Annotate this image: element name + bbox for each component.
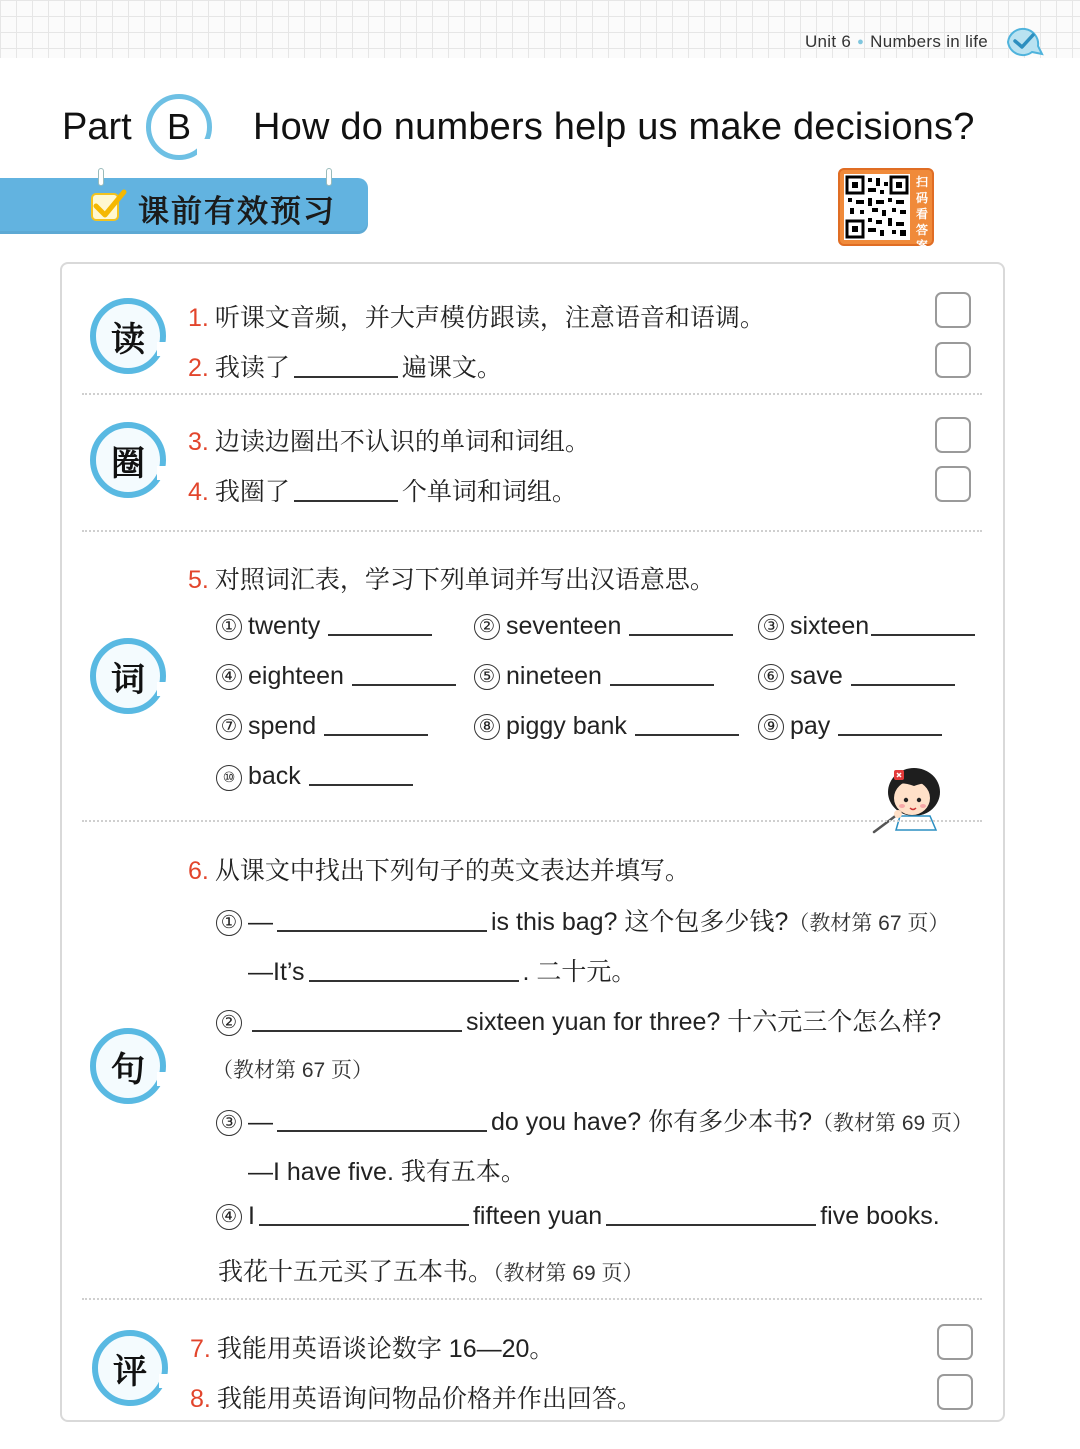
vocab-number: ⑤ bbox=[474, 664, 500, 690]
sentences-badge bbox=[90, 1028, 166, 1104]
sentence-number: ② bbox=[216, 1010, 242, 1036]
read-badge-label: 读 bbox=[111, 320, 145, 359]
sentence-text: is this bag? 这个包多少钱? bbox=[491, 908, 789, 936]
vocab-blank[interactable] bbox=[610, 684, 714, 686]
checkmark-badge-icon bbox=[1004, 24, 1044, 58]
banner-title: 课前有效预习 bbox=[138, 194, 336, 229]
vocab-word: seventeen bbox=[506, 612, 622, 640]
vocab-blank[interactable] bbox=[309, 784, 413, 786]
sentence-1 bbox=[216, 902, 949, 938]
vocab-item bbox=[216, 612, 436, 641]
vocab-item bbox=[216, 712, 432, 741]
check-icon bbox=[88, 186, 128, 226]
part-letter-badge bbox=[146, 94, 212, 160]
words-badge-label: 词 bbox=[111, 660, 145, 699]
qr-code-icon bbox=[844, 174, 910, 240]
vocab-item bbox=[474, 612, 737, 641]
task-number: 2. bbox=[188, 354, 209, 382]
vocab-word: nineteen bbox=[506, 662, 602, 690]
task-number: 7. bbox=[190, 1335, 211, 1363]
section-divider bbox=[82, 820, 982, 822]
circle-badge bbox=[90, 422, 166, 498]
vocab-item bbox=[216, 762, 417, 791]
reply-text: —It’s bbox=[248, 958, 305, 986]
sentence-number: ① bbox=[216, 910, 242, 936]
sentence-text: fifteen yuan bbox=[472, 1202, 603, 1230]
words-badge bbox=[90, 638, 166, 714]
textbook-reference: （教材第 67 页） bbox=[788, 912, 950, 935]
vocab-word: eighteen bbox=[248, 662, 344, 690]
sentences-badge-label: 句 bbox=[111, 1050, 145, 1089]
vocab-word: piggy bank bbox=[506, 712, 627, 740]
task-2-checkbox[interactable] bbox=[935, 342, 971, 378]
task-3-checkbox[interactable] bbox=[935, 417, 971, 453]
vocab-blank[interactable] bbox=[324, 734, 428, 736]
vocab-item bbox=[758, 612, 979, 641]
vocab-word: twenty bbox=[248, 612, 321, 640]
read-badge bbox=[90, 298, 166, 374]
sentence-blank[interactable] bbox=[309, 980, 519, 982]
textbook-reference: （教材第 69 页） bbox=[493, 1262, 644, 1285]
times-read-blank[interactable] bbox=[294, 376, 398, 378]
banner-pin bbox=[98, 168, 104, 186]
task-2 bbox=[188, 348, 502, 384]
vocab-number: ⑥ bbox=[758, 664, 784, 690]
task-3 bbox=[188, 422, 590, 458]
task-text-after: 个单词和词组。 bbox=[401, 478, 577, 506]
vocab-blank[interactable] bbox=[871, 634, 975, 636]
header-dot: ● bbox=[857, 36, 865, 48]
textbook-reference: （教材第 67 页） bbox=[212, 1059, 374, 1082]
task-number: 4. bbox=[188, 478, 209, 506]
vocab-blank[interactable] bbox=[629, 634, 733, 636]
translation-text: 我花十五元买了五本书。 bbox=[218, 1258, 494, 1286]
dialogue-dash: — bbox=[248, 1108, 273, 1136]
task-text: 从课文中找出下列句子的英文表达并填写。 bbox=[214, 857, 690, 885]
vocab-item bbox=[216, 662, 460, 691]
girl-mascot-icon bbox=[870, 762, 946, 834]
vocab-number: ② bbox=[474, 614, 500, 640]
task-8-checkbox[interactable] bbox=[937, 1374, 973, 1410]
task-text: 边读边圈出不认识的单词和词组。 bbox=[214, 428, 590, 456]
task-text: 听课文音频，并大声模仿跟读，注意语音和语调。 bbox=[214, 304, 765, 332]
sentence-3-reply: —I have five. 我有五本。 bbox=[248, 1158, 526, 1186]
task-number: 8. bbox=[190, 1385, 211, 1413]
reply-text: . 二十元。 bbox=[522, 958, 637, 986]
task-8 bbox=[190, 1379, 642, 1415]
sentence-blank[interactable] bbox=[259, 1224, 469, 1226]
vocab-word: back bbox=[248, 762, 301, 790]
page-title: How do numbers help us make decisions? bbox=[253, 106, 975, 148]
vocab-word: pay bbox=[790, 712, 831, 740]
sentence-number: ④ bbox=[216, 1204, 242, 1230]
task-text: 我能用英语谈论数字 16—20。 bbox=[216, 1335, 555, 1363]
unit-header bbox=[805, 32, 988, 52]
vocab-blank[interactable] bbox=[635, 734, 739, 736]
vocab-item bbox=[758, 662, 959, 691]
vocab-blank[interactable] bbox=[851, 684, 955, 686]
sentence-1-reply bbox=[248, 952, 636, 988]
vocab-item bbox=[474, 662, 718, 691]
unit-label: Unit 6 bbox=[804, 32, 852, 51]
evaluate-badge bbox=[92, 1330, 168, 1406]
task-6 bbox=[188, 851, 690, 887]
sentence-4 bbox=[216, 1202, 940, 1231]
vocab-word: save bbox=[790, 662, 843, 690]
task-4 bbox=[188, 472, 577, 508]
vocab-item bbox=[474, 712, 743, 741]
sentence-blank[interactable] bbox=[277, 930, 487, 932]
task-text-before: 我读了 bbox=[214, 354, 290, 382]
sentence-text: five books. bbox=[820, 1202, 940, 1230]
qr-code-panel[interactable] bbox=[838, 168, 934, 253]
vocab-blank[interactable] bbox=[328, 634, 432, 636]
part-label: Part bbox=[62, 106, 132, 148]
task-text-before: 我圈了 bbox=[214, 478, 290, 506]
sentence-blank[interactable] bbox=[252, 1030, 462, 1032]
task-number: 6. bbox=[188, 857, 209, 885]
textbook-reference: （教材第 69 页） bbox=[811, 1112, 974, 1135]
sentence-text: do you have? 你有多少本书? bbox=[491, 1108, 812, 1136]
vocab-word: sixteen bbox=[790, 612, 870, 640]
task-4-checkbox[interactable] bbox=[935, 466, 971, 502]
vocab-number: ④ bbox=[216, 664, 242, 690]
words-circled-blank[interactable] bbox=[294, 500, 398, 502]
task-1-checkbox[interactable] bbox=[935, 292, 971, 328]
vocab-blank[interactable] bbox=[838, 734, 942, 736]
task-text: 我能用英语询问物品价格并作出回答。 bbox=[216, 1385, 642, 1413]
banner-pin bbox=[326, 168, 332, 186]
section-divider bbox=[82, 1298, 982, 1300]
task-5 bbox=[188, 560, 715, 596]
task-text: 对照词汇表，学习下列单词并写出汉语意思。 bbox=[214, 566, 715, 594]
sentence-text: I bbox=[248, 1202, 255, 1230]
section-divider bbox=[82, 393, 982, 395]
circle-badge-label: 圈 bbox=[111, 444, 145, 483]
vocab-number: ⑨ bbox=[758, 714, 784, 740]
vocab-number: ⑩ bbox=[216, 765, 242, 791]
vocab-number: ⑧ bbox=[474, 714, 500, 740]
evaluate-badge-label: 评 bbox=[113, 1352, 147, 1391]
unit-title: Numbers in life bbox=[870, 32, 988, 51]
vocab-blank[interactable] bbox=[352, 684, 456, 686]
task-1 bbox=[188, 298, 765, 334]
task-7-checkbox[interactable] bbox=[937, 1324, 973, 1360]
sentence-4-translation bbox=[218, 1252, 644, 1288]
vocab-number: ① bbox=[216, 614, 242, 640]
sentence-2 bbox=[216, 1002, 941, 1038]
sentence-number: ③ bbox=[216, 1110, 242, 1136]
task-number: 5. bbox=[188, 566, 209, 594]
sentence-blank[interactable] bbox=[277, 1130, 487, 1132]
vocab-number: ③ bbox=[758, 614, 784, 640]
qr-caption: 扫码看答案 bbox=[915, 175, 928, 253]
task-number: 1. bbox=[188, 304, 209, 332]
vocab-word: spend bbox=[248, 712, 317, 740]
vocab-item bbox=[758, 712, 946, 741]
task-7 bbox=[190, 1329, 554, 1365]
vocab-number: ⑦ bbox=[216, 714, 242, 740]
section-divider bbox=[82, 530, 982, 532]
sentence-3 bbox=[216, 1102, 973, 1138]
task-number: 3. bbox=[188, 428, 209, 456]
part-letter: B bbox=[166, 106, 191, 147]
task-text-after: 遍课文。 bbox=[401, 354, 502, 382]
dialogue-dash: — bbox=[248, 908, 273, 936]
sentence-text: sixteen yuan for three? 十六元三个怎么样? bbox=[466, 1008, 942, 1036]
sentence-blank[interactable] bbox=[606, 1224, 816, 1226]
